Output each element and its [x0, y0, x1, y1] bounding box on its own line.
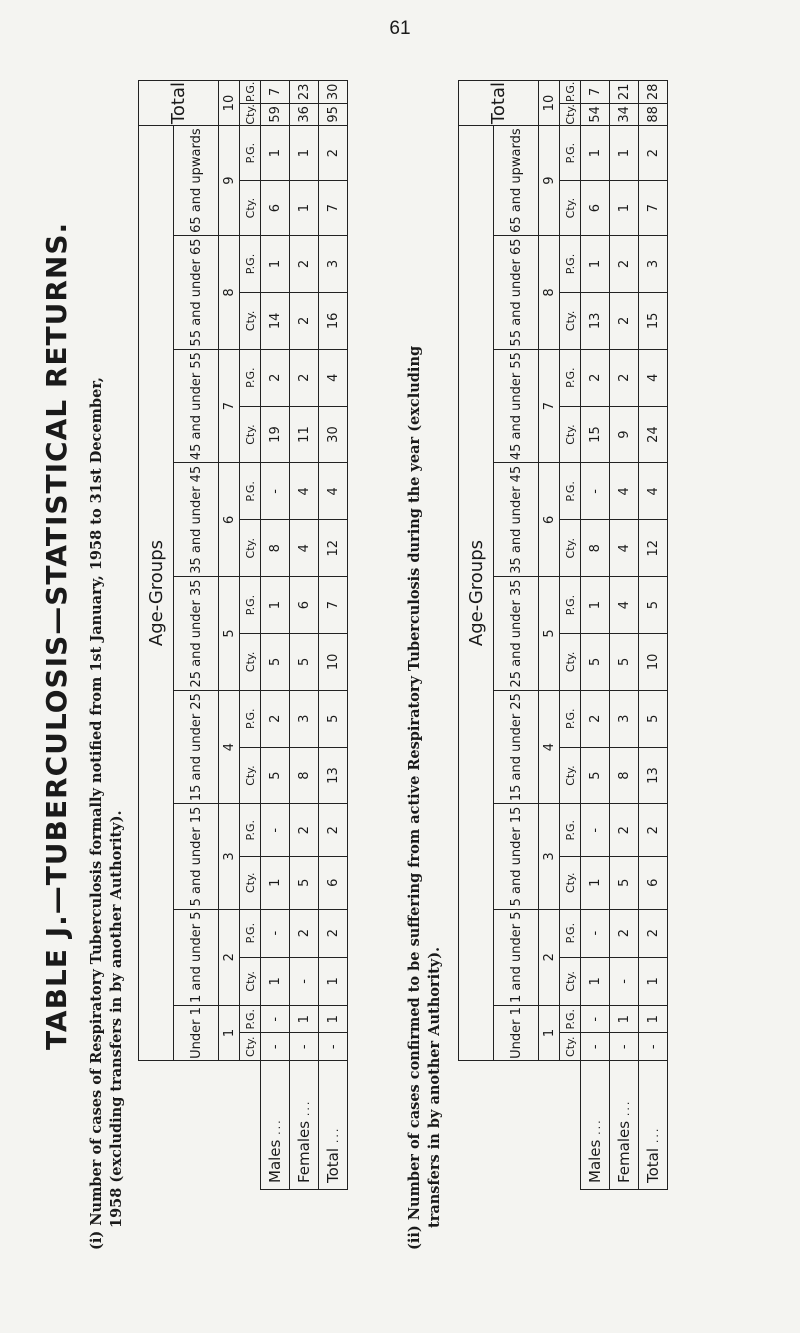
table-cell: 2 — [319, 909, 348, 957]
table-cell: 13 — [581, 292, 610, 349]
sub-header-cty: Cty. — [560, 292, 581, 349]
table-cell: 2 — [639, 126, 668, 181]
table-cell: 1 — [290, 126, 319, 181]
table-cell: 1 — [610, 1005, 639, 1033]
table-cell: 7 — [319, 577, 348, 634]
age-header-3: 5 and under 15 — [174, 804, 219, 909]
table-cell: 1 — [581, 857, 610, 910]
age-header-2: 1 and under 5 — [174, 909, 219, 1005]
sub-header-cty: Cty. — [560, 103, 581, 125]
table-cell: - — [261, 909, 290, 957]
table-cell: 1 — [290, 1005, 319, 1033]
age-groups-header: Age-Groups — [139, 126, 174, 1061]
row-label-text: Total — [644, 1147, 662, 1183]
row-label — [610, 1061, 639, 1190]
blank-cell — [539, 1061, 560, 1190]
age-header-4: 15 and under 25 — [494, 690, 539, 804]
column-number-9: 9 — [219, 126, 240, 236]
table-cell: 2 — [639, 909, 668, 957]
table-cell: 9 — [610, 406, 639, 463]
column-number-6: 6 — [219, 463, 240, 577]
table-cell: 2 — [290, 909, 319, 957]
table-cell: - — [581, 463, 610, 520]
table-cell: - — [261, 804, 290, 857]
sub-header-pg: P.G. — [240, 909, 261, 957]
sub-header-pg: P.G. — [240, 577, 261, 634]
total-header: Total — [139, 81, 219, 126]
table-cell: 10 — [319, 633, 348, 690]
row-label-dots: ... — [328, 1126, 341, 1144]
sub-header-cty: Cty. — [240, 857, 261, 910]
table-cell: 13 — [319, 747, 348, 804]
age-header-4: 15 and under 25 — [174, 690, 219, 804]
table-cell: 4 — [639, 349, 668, 406]
sub-header-pg: P.G. — [560, 690, 581, 747]
page-number: 61 — [389, 18, 411, 39]
table-cell: 1 — [261, 126, 290, 181]
sub-header-cty: Cty. — [240, 406, 261, 463]
age-header-5: 25 and under 35 — [494, 577, 539, 691]
table-cell: 5 — [290, 857, 319, 910]
table-cell: 2 — [290, 804, 319, 857]
table-cell: - — [610, 1033, 639, 1061]
column-number-7: 7 — [539, 349, 560, 463]
column-number-9: 9 — [539, 126, 560, 236]
table-cell: 1 — [639, 957, 668, 1005]
table-cell: 1 — [319, 1005, 348, 1033]
age-header-7: 45 and under 55 — [494, 349, 539, 463]
table-cell: 1 — [290, 181, 319, 236]
age-header-9: 65 and upwards — [174, 126, 219, 236]
table1-caption-line1: (i) Number of cases of Respiratory Tuberculosis formally notified from 1st January, 1958 to 31st December, — [88, 377, 105, 1250]
column-number-10: 10 — [539, 81, 560, 126]
table-cell: 1 — [610, 126, 639, 181]
row-label — [581, 1061, 610, 1190]
table-cell: 30 — [319, 81, 348, 104]
table-cell: 12 — [639, 520, 668, 577]
column-number-6: 6 — [539, 463, 560, 577]
table-cell: 8 — [581, 520, 610, 577]
table-cell: 1 — [610, 181, 639, 236]
rotated-page-content — [40, 50, 760, 1250]
table-cell: 4 — [290, 463, 319, 520]
table-cell: 6 — [261, 181, 290, 236]
sub-header-cty: Cty. — [240, 292, 261, 349]
table-cell: 36 — [290, 103, 319, 125]
table-cell: 5 — [581, 633, 610, 690]
table2-caption-line2: transfers in by another Authority). — [426, 946, 443, 1228]
table-cell: 34 — [610, 103, 639, 125]
blank-cell — [219, 1061, 240, 1190]
table2-caption-line1: (ii) Number of cases confirmed to be suffering from active Respiratory Tuberculosis during the year (excluding — [406, 345, 423, 1250]
table-cell: 5 — [261, 633, 290, 690]
table-cell: 4 — [290, 520, 319, 577]
total-header: Total — [459, 81, 539, 126]
table-cell: 4 — [610, 577, 639, 634]
table-cell: 6 — [319, 857, 348, 910]
table-cell: 5 — [319, 690, 348, 747]
table-cell: 88 — [639, 103, 668, 125]
table-cell: 2 — [261, 349, 290, 406]
table-cell: - — [261, 1005, 290, 1033]
table-cell: 2 — [581, 690, 610, 747]
age-header-3: 5 and under 15 — [494, 804, 539, 909]
row-label-text: Total — [324, 1147, 342, 1183]
table-cell: 10 — [639, 633, 668, 690]
sub-header-pg: P.G. — [560, 909, 581, 957]
table-cell: 1 — [581, 957, 610, 1005]
sub-header-cty: Cty. — [560, 520, 581, 577]
sub-header-cty: Cty. — [240, 1033, 261, 1061]
row-label-dots: ... — [619, 1099, 632, 1117]
table-cell: 4 — [639, 463, 668, 520]
sub-header-pg: P.G. — [240, 1005, 261, 1033]
table-cell: 8 — [261, 520, 290, 577]
table-cell: 1 — [261, 236, 290, 293]
row-label — [290, 1061, 319, 1190]
table-cell: 2 — [610, 804, 639, 857]
table-cell: 1 — [319, 957, 348, 1005]
table-cell: 2 — [639, 804, 668, 857]
table-cell: 2 — [261, 690, 290, 747]
table-cell: 2 — [610, 909, 639, 957]
table-cell: 16 — [319, 292, 348, 349]
table-cell: 7 — [319, 181, 348, 236]
row-label-dots: ... — [648, 1126, 661, 1144]
table-cell: - — [581, 909, 610, 957]
table-cell: 2 — [581, 349, 610, 406]
sub-header-pg: P.G. — [560, 349, 581, 406]
row-label-text: Males — [586, 1139, 604, 1183]
sub-header-cty: Cty. — [240, 181, 261, 236]
table-cell: - — [610, 957, 639, 1005]
column-number-8: 8 — [219, 236, 240, 350]
table-cell: 1 — [261, 957, 290, 1005]
age-groups-header: Age-Groups — [459, 126, 494, 1061]
table-cell: 8 — [290, 747, 319, 804]
sub-header-cty: Cty. — [560, 957, 581, 1005]
table-cell: 4 — [610, 463, 639, 520]
row-label-dots: ... — [590, 1118, 603, 1135]
sub-header-pg: P.G. — [240, 349, 261, 406]
sub-header-cty: Cty. — [240, 957, 261, 1005]
table-cell: 14 — [261, 292, 290, 349]
table-cell: 21 — [610, 81, 639, 104]
column-number-3: 3 — [539, 804, 560, 909]
column-number-4: 4 — [539, 690, 560, 804]
table-cell: 4 — [319, 349, 348, 406]
table-cell: 2 — [290, 236, 319, 293]
sub-header-pg: P.G. — [560, 463, 581, 520]
sub-header-cty: Cty. — [240, 633, 261, 690]
age-header-8: 55 and under 65 — [494, 236, 539, 350]
sub-header-cty: Cty. — [560, 1033, 581, 1061]
table-cell: 5 — [610, 633, 639, 690]
age-header-8: 55 and under 65 — [174, 236, 219, 350]
corner-blank — [459, 1061, 494, 1190]
sub-header-pg: P.G. — [240, 690, 261, 747]
table-cell: 13 — [639, 747, 668, 804]
table-cell: 3 — [319, 236, 348, 293]
table-cell: - — [581, 804, 610, 857]
sub-header-cty: Cty. — [560, 857, 581, 910]
table1-caption-line2: 1958 (excluding transfers in by another Authority). — [108, 810, 125, 1228]
table-cell: 3 — [639, 236, 668, 293]
table-cell: 8 — [610, 747, 639, 804]
table-cell: 24 — [639, 406, 668, 463]
sub-header-pg: P.G. — [240, 126, 261, 181]
table-cell: 1 — [581, 126, 610, 181]
row-label — [639, 1061, 668, 1190]
age-header-5: 25 and under 35 — [174, 577, 219, 691]
table-cell: 12 — [319, 520, 348, 577]
table-cell: 11 — [290, 406, 319, 463]
row-label — [319, 1061, 348, 1190]
row-label-dots: ... — [299, 1099, 312, 1117]
sub-header-pg: P.G. — [560, 1005, 581, 1033]
row-label-text: Males — [266, 1139, 284, 1183]
table-cell: 3 — [290, 690, 319, 747]
table-cell: 1 — [261, 857, 290, 910]
table-cell: 2 — [610, 292, 639, 349]
table-cell: 30 — [319, 406, 348, 463]
row-label — [261, 1061, 290, 1190]
table-cell: 6 — [581, 181, 610, 236]
table-cell: - — [261, 1033, 290, 1061]
column-number-2: 2 — [219, 909, 240, 1005]
age-header-6: 35 and under 45 — [494, 463, 539, 577]
table-cell: 5 — [290, 633, 319, 690]
table-cell: 1 — [261, 577, 290, 634]
column-number-1: 1 — [539, 1005, 560, 1060]
column-number-2: 2 — [539, 909, 560, 1005]
sub-header-cty: Cty. — [240, 520, 261, 577]
table-cell: 7 — [581, 81, 610, 104]
table-cell: 4 — [610, 520, 639, 577]
table-cell: 7 — [639, 181, 668, 236]
table-cell: - — [319, 1033, 348, 1061]
age-header-1: Under 1 — [174, 1005, 219, 1060]
table-cell: 2 — [610, 349, 639, 406]
age-header-1: Under 1 — [494, 1005, 539, 1060]
table-cell: 2 — [290, 349, 319, 406]
sub-header-pg: P.G. — [560, 577, 581, 634]
sub-header-cty: Cty. — [240, 747, 261, 804]
table-cell: 5 — [261, 747, 290, 804]
sub-header-cty: Cty. — [560, 747, 581, 804]
row-label-text: Females — [615, 1120, 633, 1183]
table-cell: 1 — [639, 1005, 668, 1033]
blank-cell — [494, 1061, 539, 1190]
age-header-7: 45 and under 55 — [174, 349, 219, 463]
sub-header-cty: Cty. — [560, 181, 581, 236]
blank-cell — [560, 1061, 581, 1190]
sub-header-pg: P.G. — [240, 236, 261, 293]
table-cell: 1 — [581, 236, 610, 293]
column-number-1: 1 — [219, 1005, 240, 1060]
sub-header-cty: Cty. — [240, 103, 261, 125]
table-cell: - — [639, 1033, 668, 1061]
table-cell: 2 — [610, 236, 639, 293]
table-cell: - — [581, 1005, 610, 1033]
column-number-7: 7 — [219, 349, 240, 463]
column-number-5: 5 — [539, 577, 560, 691]
blank-cell — [174, 1061, 219, 1190]
table-cell: 5 — [610, 857, 639, 910]
table1 — [138, 80, 348, 1190]
corner-blank — [139, 1061, 174, 1190]
age-header-9: 65 and upwards — [494, 126, 539, 236]
sub-header-cty: Cty. — [560, 406, 581, 463]
age-header-2: 1 and under 5 — [494, 909, 539, 1005]
column-number-10: 10 — [219, 81, 240, 126]
table-cell: 2 — [319, 804, 348, 857]
sub-header-pg: P.G. — [240, 804, 261, 857]
table-cell: 3 — [610, 690, 639, 747]
table-cell: 95 — [319, 103, 348, 125]
table-cell: 23 — [290, 81, 319, 104]
row-label-text: Females — [295, 1120, 313, 1183]
table-cell: 19 — [261, 406, 290, 463]
blank-cell — [240, 1061, 261, 1190]
column-number-4: 4 — [219, 690, 240, 804]
table-title: TABLE J.—TUBERCULOSIS—STATISTICAL RETURNS. — [40, 221, 73, 1050]
sub-header-pg: P.G. — [240, 463, 261, 520]
column-number-3: 3 — [219, 804, 240, 909]
table-cell: 2 — [290, 292, 319, 349]
table-cell: 15 — [639, 292, 668, 349]
sub-header-pg: P.G. — [560, 804, 581, 857]
table-cell: - — [581, 1033, 610, 1061]
column-number-8: 8 — [539, 236, 560, 350]
sub-header-pg: P.G. — [240, 81, 261, 104]
sub-header-pg: P.G. — [560, 126, 581, 181]
table-cell: 6 — [639, 857, 668, 910]
sub-header-pg: P.G. — [560, 81, 581, 104]
table-cell: 15 — [581, 406, 610, 463]
table-cell: 5 — [639, 577, 668, 634]
sub-header-pg: P.G. — [560, 236, 581, 293]
table-cell: - — [261, 463, 290, 520]
table-cell: 5 — [639, 690, 668, 747]
table-cell: 5 — [581, 747, 610, 804]
age-header-6: 35 and under 45 — [174, 463, 219, 577]
table-cell: 4 — [319, 463, 348, 520]
column-number-5: 5 — [219, 577, 240, 691]
table-cell: 2 — [319, 126, 348, 181]
table2 — [458, 80, 668, 1190]
table-cell: 28 — [639, 81, 668, 104]
table-cell: 1 — [581, 577, 610, 634]
table-cell: 59 — [261, 103, 290, 125]
row-label-dots: ... — [270, 1118, 283, 1135]
table-cell: 7 — [261, 81, 290, 104]
table-cell: 6 — [290, 577, 319, 634]
table-cell: 54 — [581, 103, 610, 125]
sub-header-cty: Cty. — [560, 633, 581, 690]
table-cell: - — [290, 957, 319, 1005]
table-cell: - — [290, 1033, 319, 1061]
